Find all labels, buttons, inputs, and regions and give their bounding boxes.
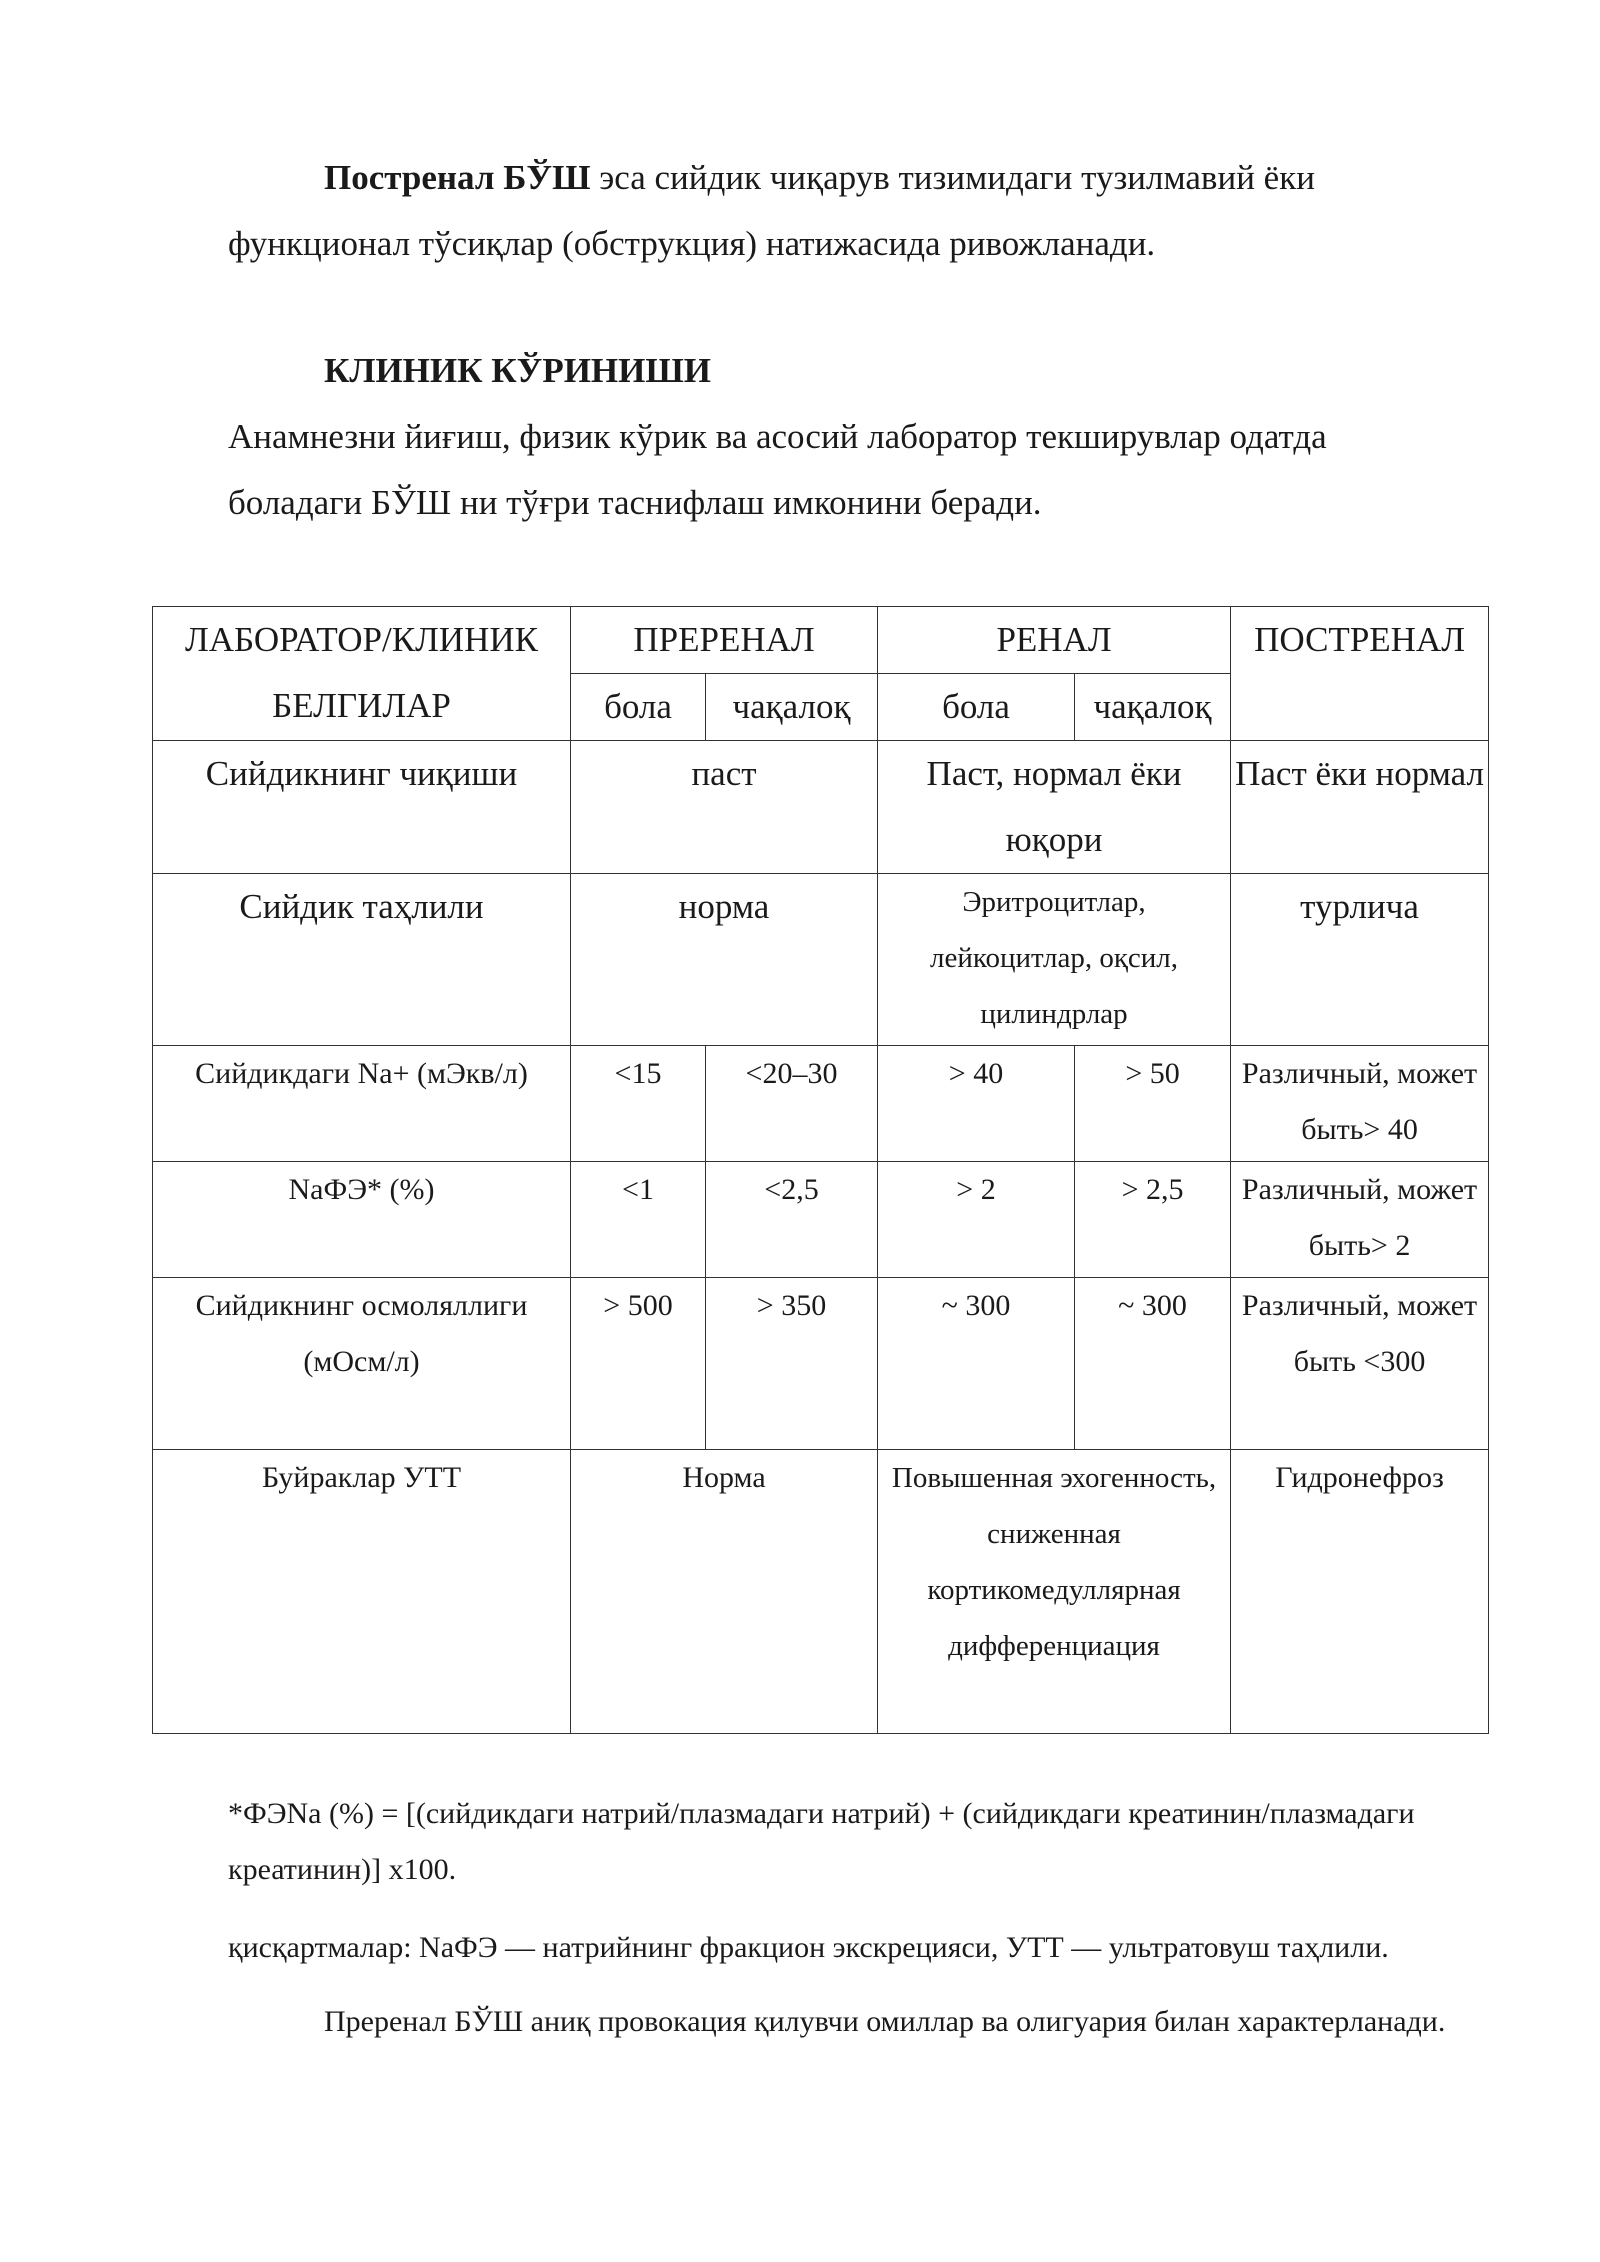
table-row [153, 741, 1489, 874]
subheader-prerenal-newborn: чақалоқ [706, 674, 878, 741]
cell-prerenal-newborn: <20–30 [706, 1046, 878, 1162]
table-row [153, 1278, 1489, 1450]
cell-prerenal-child: > 500 [571, 1278, 706, 1450]
row-label-urinalysis: Сийдик таҳлили [153, 874, 571, 1046]
cell-prerenal: норма [571, 874, 878, 1046]
subheader-renal-newborn: чақалоқ [1075, 674, 1231, 741]
row-label-ultrasound: Буйраклар УТТ [153, 1450, 571, 1734]
cell-postrenal: турлича [1231, 874, 1489, 1046]
row-label-urine-na: Сийдикдаги Na+ (мЭкв/л) [153, 1046, 571, 1162]
cell-renal-newborn: > 50 [1075, 1046, 1231, 1162]
cell-postrenal: Гидронефроз [1231, 1450, 1489, 1734]
subheader-renal-child: бола [878, 674, 1075, 741]
cell-prerenal-child: <15 [571, 1046, 706, 1162]
table-header-row [153, 607, 1489, 674]
cell-postrenal: Различный, может быть> 40 [1231, 1046, 1489, 1162]
intro-text: эса сийдик чиқарув тизимидаги тузилмавий ёки функционал тўсиқлар (обструкция) натижасида ривожланади. [228, 158, 1315, 263]
header-renal: РЕНАЛ [878, 607, 1231, 674]
row-label-urine-output: Сийдикнинг чиқиши [153, 741, 571, 874]
row-label-osmolality: Сийдикнинг осмоляллиги (мОсм/л) [153, 1278, 571, 1450]
table-row [153, 1162, 1489, 1278]
cell-renal-child: > 2 [878, 1162, 1075, 1278]
cell-postrenal: Различный, может быть <300 [1231, 1278, 1489, 1450]
cell-prerenal: Норма [571, 1450, 878, 1734]
table-row [153, 874, 1489, 1046]
cell-renal-newborn: ~ 300 [1075, 1278, 1231, 1450]
cell-prerenal: паст [571, 741, 878, 874]
subheader-prerenal-child: бола [571, 674, 706, 741]
intro-paragraph [228, 145, 1458, 277]
cell-renal-child: ~ 300 [878, 1278, 1075, 1450]
cell-prerenal-newborn: > 350 [706, 1278, 878, 1450]
cell-postrenal: Паст ёки нормал [1231, 741, 1489, 874]
table-row [153, 1046, 1489, 1162]
cell-renal: Повышенная эхогенность, сниженная кортикомедуллярная дифференциация [878, 1450, 1231, 1734]
clinical-paragraph: Анамнезни йиғиш, физик кўрик ва асосий лаборатор текширувлар одатда боладаги БЎШ ни тўғри таснифлаш имконини беради. [228, 417, 1327, 522]
cell-postrenal: Различный, может быть> 2 [1231, 1162, 1489, 1278]
row-label-fena: NaФЭ* (%) [153, 1162, 571, 1278]
table-row [153, 1450, 1489, 1734]
closing-paragraph: Преренал БЎШ аниқ провокация қилувчи омиллар ва олигуария билан характерланади. [324, 2005, 1446, 2038]
cell-prerenal-newborn: <2,5 [706, 1162, 878, 1278]
header-prerenal: ПРЕРЕНАЛ [571, 607, 878, 674]
intro-bold-term: Постренал БЎШ [324, 158, 591, 197]
section-title: КЛИНИК КЎРИНИШИ [324, 351, 712, 390]
cell-renal-newborn: > 2,5 [1075, 1162, 1231, 1278]
cell-prerenal-child: <1 [571, 1162, 706, 1278]
footnote: *ФЭNa (%) = [(сийдикдаги натрий/плазмадаги натрий) + (сийдикдаги креатинин/плазмадаги креатинин)] x100. [228, 1797, 1415, 1886]
cell-renal: Паст, нормал ёки юқори [878, 741, 1231, 874]
cell-renal: Эритроцитлар, лейкоцитлар, оқсил, цилиндрлар [878, 874, 1231, 1046]
cell-renal-child: > 40 [878, 1046, 1075, 1162]
header-postrenal: ПОСТРЕНАЛ [1231, 607, 1489, 741]
abbreviations-note: қисқартмалар: NaФЭ — натрийнинг фракцион экскрецияси, УТТ — ультратовуш таҳлили. [228, 1931, 1389, 1964]
lab-criteria-table [152, 606, 1489, 1734]
header-criteria: ЛАБОРАТОР/КЛИНИК БЕЛГИЛАР [153, 607, 571, 741]
